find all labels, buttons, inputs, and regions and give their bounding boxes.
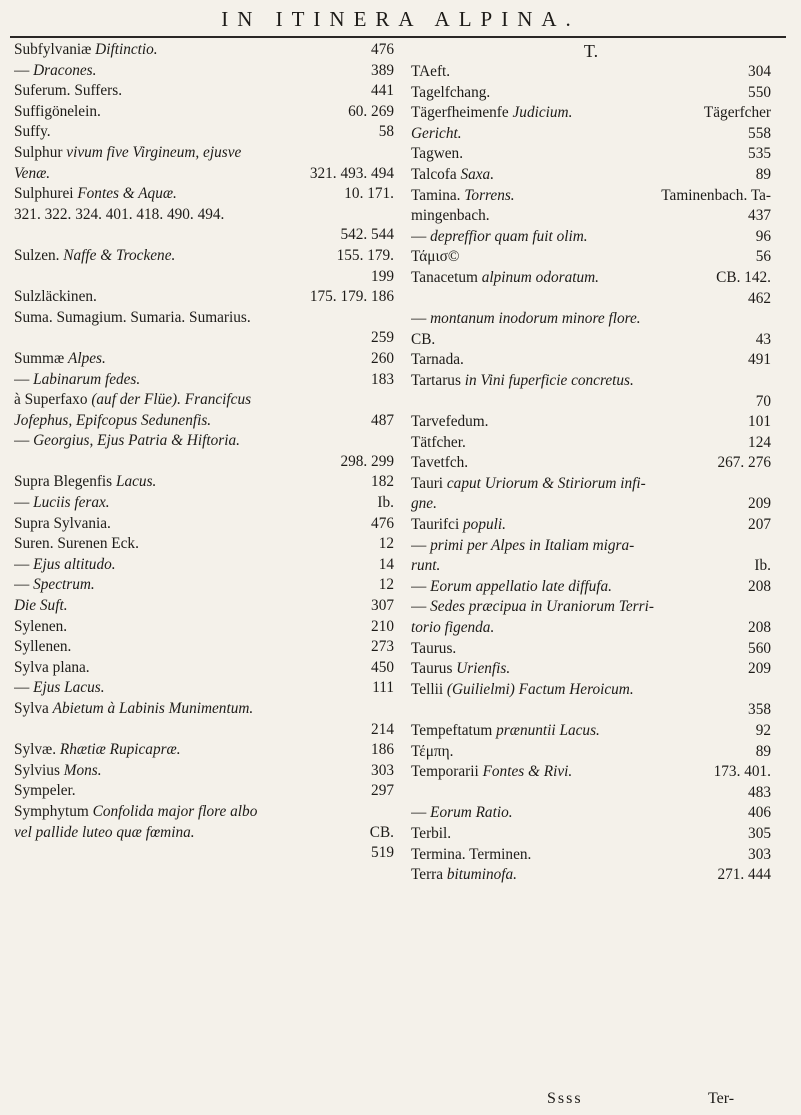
index-entry	[411, 392, 771, 413]
index-entry	[411, 83, 771, 104]
entry-italic-text: prænuntii Lacus.	[496, 722, 600, 739]
index-entry	[14, 328, 394, 349]
index-entry	[14, 267, 394, 288]
entry-italic-text: Fontes & Rivi.	[482, 763, 573, 781]
entry-term: Taurifci	[411, 516, 464, 534]
page-reference: 273	[371, 638, 394, 656]
entry-term: Tagelfchang.	[411, 83, 491, 101]
page-reference: 208	[748, 577, 771, 595]
index-entry	[411, 824, 771, 845]
entry-term: Sulzen.	[14, 246, 64, 264]
page-reference: 214	[371, 720, 394, 738]
page-reference: 519	[371, 844, 394, 862]
index-entry	[14, 308, 394, 329]
page-reference: 210	[371, 617, 394, 635]
entry-term: Sylva plana.	[14, 658, 90, 676]
page-reference: 298. 299	[340, 452, 394, 470]
running-header: IN ITINERA ALPINA.	[221, 7, 580, 31]
page-reference: 303	[748, 845, 771, 863]
index-entry	[14, 164, 394, 185]
page-reference: 199	[371, 267, 394, 285]
index-entry	[411, 536, 771, 557]
index-entry	[411, 865, 771, 886]
page-reference: CB. 142.	[716, 268, 771, 286]
index-entry	[14, 637, 394, 658]
index-entry	[14, 514, 394, 535]
index-entry	[411, 412, 771, 433]
entry-italic-text: alpinum odoratum.	[481, 268, 599, 286]
index-entry	[411, 124, 771, 145]
entry-term: Tagwen.	[411, 145, 464, 163]
index-entry	[14, 720, 394, 741]
entry-term: Τέμπη.	[411, 742, 454, 760]
right-index-column	[411, 40, 771, 886]
entry-term: Summæ	[14, 349, 68, 367]
entry-term: Sylva	[14, 700, 53, 717]
index-entry	[411, 371, 771, 392]
index-entry	[411, 474, 771, 495]
page-reference: 208	[748, 619, 771, 637]
index-entry	[14, 802, 394, 823]
entry-term: Suma. Sumagium. Sumaria. Sumarius.	[14, 308, 251, 326]
entry-term: TAeft.	[411, 63, 451, 80]
index-entry	[411, 350, 771, 371]
index-entry	[411, 783, 771, 804]
entry-term: mingenbach.	[411, 207, 490, 225]
index-entry	[411, 309, 771, 330]
page-reference: 10. 171.	[344, 185, 394, 203]
index-entry	[411, 144, 771, 165]
page-reference: 558	[748, 124, 771, 142]
page-reference: 186	[371, 741, 394, 759]
entry-italic-text: populi.	[463, 516, 506, 534]
page-reference: 535	[748, 145, 771, 163]
entry-term: Sulzläckinen.	[14, 288, 97, 306]
entry-italic-text: in Vini fuperficie concretus.	[464, 371, 634, 389]
index-entry	[411, 268, 771, 289]
page-reference: 267. 276	[717, 454, 771, 472]
entry-term: —	[411, 310, 431, 328]
index-entry	[14, 493, 394, 514]
index-entry	[14, 143, 394, 164]
page-reference: 182	[371, 473, 394, 491]
entry-italic-text: Lacus.	[115, 473, 157, 491]
entry-italic-text: vel pallide luteo quæ fœmina.	[14, 823, 195, 841]
page-reference: Ib.	[377, 494, 394, 512]
page-reference: 483	[748, 783, 771, 801]
entry-term: Tavetfch.	[411, 454, 469, 472]
index-entry	[411, 700, 771, 721]
entry-term: Tanacetum	[411, 268, 482, 286]
index-entry	[411, 186, 771, 207]
page-reference: 487	[371, 411, 394, 429]
index-entry	[411, 62, 771, 83]
entry-term: Tarnada.	[411, 351, 464, 369]
page-reference: 271. 444	[717, 866, 771, 884]
entry-term: Sulphurei	[14, 185, 78, 203]
page-reference: 209	[748, 495, 771, 513]
page-reference: 304	[748, 63, 771, 80]
page-reference: 462	[748, 289, 771, 307]
index-entry	[14, 349, 394, 370]
page-reference: 437	[748, 207, 771, 225]
entry-term: Tarvefedum.	[411, 413, 489, 431]
entry-italic-text: Venæ.	[14, 164, 51, 182]
entry-term: Tätfcher.	[411, 433, 466, 451]
page-reference: 60. 269	[348, 102, 394, 120]
header-rule	[10, 36, 786, 38]
index-entry	[411, 597, 771, 618]
entry-italic-text: Eorum Ratio.	[430, 804, 513, 822]
page-reference: 101	[748, 413, 771, 431]
entry-italic-text: gne.	[411, 495, 437, 513]
entry-italic-text: primi per Alpes in Italiam migra-	[430, 536, 635, 554]
entry-term: Tamina.	[411, 186, 465, 204]
index-entry	[14, 205, 394, 226]
index-entry	[411, 639, 771, 660]
entry-term: Suferum. Suffers.	[14, 82, 123, 100]
entry-italic-text: Eorum appellatio late diffufa.	[430, 577, 612, 595]
page-reference: 297	[371, 782, 394, 800]
entry-term: Supra Sylvania.	[14, 514, 111, 532]
page-reference: 183	[371, 370, 394, 388]
index-entry	[411, 165, 771, 186]
entry-italic-text: Rhætiæ Rupicapræ.	[59, 741, 181, 759]
page-reference: Taminenbach. Ta-	[661, 186, 771, 204]
index-entry	[411, 721, 771, 742]
index-entry	[14, 40, 394, 61]
page-reference: 389	[371, 61, 394, 79]
catchword: Ter-	[708, 1090, 735, 1107]
entry-italic-text: (auf der Flüe). Francifcus	[91, 391, 252, 409]
entry-italic-text: Naffe & Trockene.	[63, 246, 176, 264]
index-entry	[411, 433, 771, 454]
page-reference: 14	[378, 555, 394, 573]
entry-italic-text: depreffior quam fuit olim.	[430, 227, 588, 245]
page-reference: 259	[371, 329, 394, 347]
entry-italic-text: torio figenda.	[411, 619, 495, 637]
page-reference: 12	[378, 576, 394, 594]
index-entry	[411, 556, 771, 577]
index-entry	[14, 596, 394, 617]
entry-italic-text: Ejus altitudo.	[33, 555, 116, 573]
entry-term: Tauri	[411, 474, 447, 492]
entry-term: Sylvius	[14, 761, 64, 779]
entry-italic-text: Diftinctio.	[95, 41, 158, 58]
entry-term: Temporarii	[411, 763, 483, 781]
entry-term: —	[14, 370, 34, 388]
entry-term: —	[411, 536, 431, 554]
entry-italic-text: Spectrum.	[33, 576, 95, 594]
page-reference: CB.	[369, 823, 394, 841]
page-reference: 12	[378, 535, 394, 553]
index-entry	[411, 762, 771, 783]
index-entry	[14, 761, 394, 782]
entry-term: Terbil.	[411, 824, 452, 842]
entry-italic-text: Saxa.	[460, 165, 495, 183]
page-reference: 175. 179. 186	[309, 288, 394, 306]
index-entry	[14, 390, 394, 411]
index-entry	[14, 61, 394, 82]
page-reference: 92	[755, 722, 771, 739]
section-letter: T.	[583, 41, 599, 61]
entry-italic-text: vivum five Virgineum, ejusve	[66, 143, 242, 161]
index-entry	[411, 206, 771, 227]
entry-italic-text: (Guilielmi) Factum Heroicum.	[446, 680, 634, 698]
entry-term: —	[14, 679, 34, 697]
index-entry	[411, 577, 771, 598]
entry-term: Terra	[411, 866, 447, 884]
page-reference: 96	[755, 227, 771, 245]
index-entry	[14, 781, 394, 802]
entry-term: Suren. Surenen Eck.	[14, 535, 139, 553]
entry-term: Tellii	[411, 680, 447, 698]
index-entry	[14, 678, 394, 699]
page-reference: 207	[748, 516, 771, 534]
entry-term: —	[14, 576, 34, 594]
index-entry	[14, 617, 394, 638]
entry-italic-text: Abietum à Labinis Munimentum.	[52, 700, 254, 717]
entry-term: —	[411, 598, 431, 616]
page-reference: 476	[371, 514, 394, 532]
index-entry	[14, 740, 394, 761]
entry-italic-text: Ejus Lacus.	[33, 679, 105, 697]
entry-term: Sylvæ.	[14, 741, 60, 759]
entry-term: —	[411, 227, 431, 245]
entry-italic-text: caput Uriorum & Stiriorum infi-	[446, 474, 646, 492]
page-reference: 491	[748, 351, 771, 369]
entry-italic-text: Confolida major flore albo	[92, 802, 258, 820]
index-entry	[411, 494, 771, 515]
entry-term: —	[14, 61, 34, 79]
index-entry	[14, 452, 394, 473]
page-reference: 89	[755, 165, 771, 183]
entry-term: Syllenen.	[14, 638, 72, 656]
page-reference: 406	[748, 804, 771, 822]
entry-italic-text: montanum inodorum minore flore.	[430, 310, 641, 328]
entry-term: 321. 322. 324. 401. 418. 490. 494.	[14, 205, 225, 223]
index-entry	[411, 659, 771, 680]
page-reference: 305	[748, 824, 771, 842]
entry-term: Sylenen.	[14, 617, 68, 635]
entry-term: Τάμισ©	[411, 248, 460, 266]
page-reference: 209	[748, 660, 771, 678]
entry-term: Taurus.	[411, 639, 457, 657]
index-entry	[14, 102, 394, 123]
page-reference: 70	[755, 392, 771, 410]
page-reference: 155. 179.	[336, 246, 394, 264]
entry-italic-text: Sedes præcipua in Uraniorum Terri-	[430, 598, 654, 616]
entry-term: Tartarus	[411, 371, 465, 389]
page-reference: 560	[748, 639, 771, 657]
index-entry	[14, 225, 394, 246]
entry-term: Suffigönelein.	[14, 102, 101, 120]
entry-italic-text: Mons.	[63, 761, 102, 779]
entry-term: Sympeler.	[14, 782, 76, 800]
entry-term: —	[14, 494, 34, 512]
signature-mark: Ssss	[547, 1090, 583, 1107]
entry-italic-text: runt.	[411, 557, 441, 575]
entry-italic-text: Torrens.	[464, 186, 515, 204]
entry-term: —	[411, 804, 431, 822]
index-entry	[14, 122, 394, 143]
page-reference: Ib.	[754, 557, 771, 575]
page-reference: 124	[748, 433, 771, 451]
entry-term: Tempeftatum	[411, 722, 497, 739]
index-entry	[411, 845, 771, 866]
page-reference: 550	[748, 83, 771, 101]
index-entry	[411, 227, 771, 248]
index-entry	[14, 287, 394, 308]
entry-italic-text: Luciis ferax.	[33, 494, 110, 512]
entry-italic-text: Jofephus, Epifcopus Sedunenfis.	[14, 411, 212, 429]
index-entry	[14, 843, 394, 864]
index-entry	[411, 515, 771, 536]
entry-term: Tägerfheimenfe	[411, 104, 513, 122]
index-entry	[411, 680, 771, 701]
left-index-column	[14, 40, 394, 864]
page-reference: 260	[371, 349, 394, 367]
page-reference: Tägerfcher	[703, 104, 771, 122]
index-entry	[14, 411, 394, 432]
page-reference: 43	[755, 330, 771, 348]
page-reference: 56	[755, 248, 771, 266]
entry-term: Supra Blegenfis	[14, 473, 116, 491]
page-reference: 358	[748, 701, 771, 719]
entry-term: Termina. Terminen.	[411, 845, 532, 863]
page-reference: 441	[371, 82, 394, 100]
entry-italic-text: Gericht.	[411, 124, 462, 142]
page-reference: 307	[371, 597, 394, 615]
page-reference: 321. 493. 494	[309, 164, 394, 182]
page-reference: 173. 401.	[713, 763, 771, 781]
page-reference: 303	[371, 761, 394, 779]
index-entry	[411, 803, 771, 824]
index-entry	[14, 184, 394, 205]
index-entry	[14, 472, 394, 493]
page-reference: 450	[371, 658, 394, 676]
index-entry	[14, 823, 394, 844]
index-entry	[14, 555, 394, 576]
entry-term: —	[14, 555, 34, 573]
entry-italic-text: Judicium.	[512, 104, 573, 122]
entry-term: Symphytum	[14, 802, 93, 820]
page-reference: 111	[372, 679, 394, 697]
index-entry	[14, 431, 394, 452]
entry-italic-text: Dracones.	[33, 61, 97, 79]
entry-term: Taurus	[411, 660, 457, 678]
entry-italic-text: Labinarum fedes.	[33, 370, 141, 388]
index-entry	[14, 81, 394, 102]
index-entry	[14, 699, 394, 720]
index-entry	[411, 330, 771, 351]
page-reference: 58	[378, 123, 394, 141]
index-entry	[411, 618, 771, 639]
index-entry	[411, 453, 771, 474]
entry-italic-text: Urienfis.	[456, 660, 511, 678]
index-entry	[411, 289, 771, 310]
entry-italic-text: Fontes & Aquæ.	[77, 185, 177, 203]
page-reference: 542. 544	[340, 226, 394, 244]
entry-italic-text: Die Suft.	[14, 597, 68, 615]
entry-term: Subfylvaniæ	[14, 41, 96, 58]
entry-term: CB.	[411, 330, 436, 348]
entry-term: —	[411, 577, 431, 595]
index-entry	[14, 658, 394, 679]
entry-term: —	[14, 432, 34, 450]
page-reference: 476	[371, 41, 394, 58]
entry-term: à Superfaxo	[14, 391, 92, 409]
index-entry	[411, 103, 771, 124]
index-entry	[14, 575, 394, 596]
index-entry	[411, 247, 771, 268]
index-entry	[14, 370, 394, 391]
page-reference: 89	[755, 742, 771, 760]
index-entry	[14, 246, 394, 267]
entry-italic-text: Alpes.	[67, 349, 106, 367]
index-entry	[14, 534, 394, 555]
entry-term: Suffy.	[14, 123, 51, 141]
entry-term: Talcofa	[411, 165, 461, 183]
entry-term: Sulphur	[14, 143, 67, 161]
entry-italic-text: Georgius, Ejus Patria & Hiftoria.	[33, 432, 240, 450]
index-entry	[411, 742, 771, 763]
entry-italic-text: bituminofa.	[446, 866, 517, 884]
